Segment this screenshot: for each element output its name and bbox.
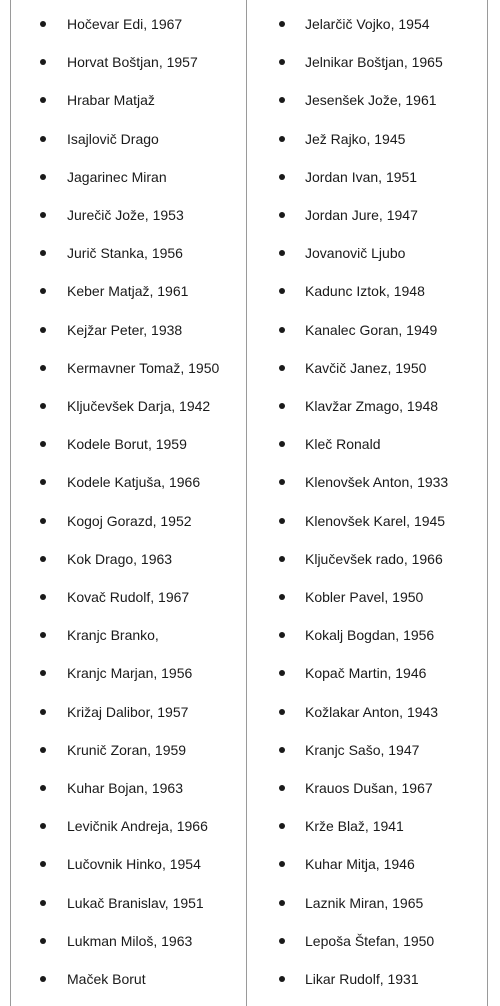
- list-item: [11, 434, 246, 454]
- bullet-icon: [279, 59, 285, 65]
- list-item: [247, 663, 487, 683]
- list-item-text: Kok Drago, 1963: [67, 550, 173, 567]
- list-item: [247, 702, 487, 722]
- bullet-icon: [279, 976, 285, 982]
- bullet-icon: [40, 441, 46, 447]
- bullet-icon: [40, 365, 46, 371]
- list-item-text: Levičnik Andreja, 1966: [67, 818, 208, 835]
- bullet-icon: [279, 632, 285, 638]
- bullet-icon: [40, 21, 46, 27]
- list-item: [247, 205, 487, 225]
- list-item: [247, 511, 487, 531]
- bullet-icon: [40, 709, 46, 715]
- list-item-text: Krauos Dušan, 1967: [305, 780, 433, 796]
- list-item: [247, 434, 487, 454]
- bullet-icon: [279, 250, 285, 256]
- bullet-icon: [40, 250, 46, 256]
- list-item: [247, 281, 487, 301]
- list-item: [11, 129, 246, 149]
- list-item: [247, 931, 487, 951]
- bullet-icon: [40, 785, 46, 791]
- bullet-icon: [40, 594, 46, 600]
- bullet-icon: [279, 938, 285, 944]
- list-item: [247, 167, 487, 187]
- name-list-table: [10, 0, 488, 1006]
- list-item: [11, 549, 246, 569]
- list-item: [11, 14, 246, 34]
- list-item-text: Klenovšek Anton, 1933: [305, 474, 449, 491]
- list-item: [247, 358, 487, 378]
- list-item: [247, 52, 487, 72]
- list-item: [11, 472, 246, 492]
- right-column: [247, 0, 487, 1006]
- list-item-text: Klenovšek Karel, 1945: [305, 512, 446, 529]
- bullet-icon: [40, 59, 46, 65]
- list-item-text: Jordan Ivan, 1951: [305, 168, 418, 185]
- list-item-text: Križaj Dalibor, 1957: [67, 703, 189, 720]
- list-item: [247, 396, 487, 416]
- list-item-text: Isajlovič Drago: [67, 130, 159, 147]
- list-item: [11, 90, 246, 110]
- list-item: [247, 549, 487, 569]
- list-item: [11, 205, 246, 225]
- bullet-icon: [279, 670, 285, 676]
- list-item-text: Krže Blaž, 1941: [305, 818, 404, 835]
- list-item: [11, 893, 246, 913]
- list-item-text: Kleč Ronald: [305, 436, 381, 453]
- list-item: [11, 854, 246, 874]
- list-item-text: Jesenšek Jože, 1961: [305, 92, 437, 109]
- list-item: [11, 52, 246, 72]
- list-item: [11, 281, 246, 301]
- bullet-icon: [40, 747, 46, 753]
- bullet-icon: [40, 670, 46, 676]
- bullet-icon: [279, 136, 285, 142]
- list-item: [11, 625, 246, 645]
- list-item: [247, 320, 487, 340]
- list-item-text: Kranjc Marjan, 1956: [67, 665, 193, 682]
- bullet-icon: [279, 441, 285, 447]
- list-item: [11, 358, 246, 378]
- bullet-icon: [279, 403, 285, 409]
- list-item: [11, 663, 246, 683]
- list-item-text: Jelarčič Vojko, 1954: [305, 16, 430, 32]
- list-item-text: Lepoša Štefan, 1950: [305, 932, 435, 949]
- bullet-icon: [279, 288, 285, 294]
- list-item: [11, 396, 246, 416]
- list-item-text: Jež Rajko, 1945: [305, 130, 406, 147]
- list-item: [247, 14, 487, 34]
- list-item-text: Laznik Miran, 1965: [305, 894, 424, 911]
- list-item-text: Jurič Stanka, 1956: [67, 245, 183, 262]
- bullet-icon: [40, 861, 46, 867]
- list-item: [247, 740, 487, 760]
- list-item-text: Ključevšek rado, 1966: [305, 550, 443, 567]
- bullet-icon: [279, 518, 285, 524]
- list-item-text: Krunič Zoran, 1959: [67, 741, 187, 758]
- list-item-text: Jagarinec Miran: [67, 168, 167, 185]
- list-item: [247, 587, 487, 607]
- list-item: [11, 816, 246, 836]
- bullet-icon: [279, 709, 285, 715]
- list-item-text: Hočevar Edi, 1967: [67, 16, 183, 32]
- bullet-icon: [40, 632, 46, 638]
- list-item-text: Maček Borut: [67, 971, 146, 987]
- bullet-icon: [40, 174, 46, 180]
- list-item: [11, 320, 246, 340]
- bullet-icon: [279, 97, 285, 103]
- bullet-icon: [279, 365, 285, 371]
- list-item-text: Kogoj Gorazd, 1952: [67, 512, 192, 529]
- bullet-icon: [40, 403, 46, 409]
- list-item: [247, 816, 487, 836]
- list-item: [11, 702, 246, 722]
- bullet-icon: [40, 136, 46, 142]
- list-item: [11, 740, 246, 760]
- list-item-text: Kranjc Sašo, 1947: [305, 741, 420, 758]
- bullet-icon: [279, 21, 285, 27]
- list-item-text: Kanalec Goran, 1949: [305, 321, 438, 338]
- list-item: [247, 472, 487, 492]
- list-item-text: Kejžar Peter, 1938: [67, 321, 183, 338]
- bullet-icon: [40, 327, 46, 333]
- list-item-text: Ključevšek Darja, 1942: [67, 398, 211, 414]
- list-item-text: Lukman Miloš, 1963: [67, 932, 193, 949]
- bullet-icon: [279, 900, 285, 906]
- bullet-icon: [279, 861, 285, 867]
- list-item-text: Kodele Katjuša, 1966: [67, 474, 201, 491]
- list-item: [11, 931, 246, 951]
- list-item: [11, 167, 246, 187]
- bullet-icon: [40, 518, 46, 524]
- list-item: [247, 625, 487, 645]
- list-item-text: Likar Rudolf, 1931: [305, 971, 419, 987]
- list-item: [247, 90, 487, 110]
- bullet-icon: [40, 823, 46, 829]
- list-item-text: Kermavner Tomaž, 1950: [67, 359, 220, 376]
- list-item-text: Lukač Branislav, 1951: [67, 894, 204, 911]
- bullet-icon: [40, 556, 46, 562]
- list-item: [247, 893, 487, 913]
- list-item-text: Kovač Rudolf, 1967: [67, 589, 190, 605]
- bullet-icon: [279, 594, 285, 600]
- list-item: [11, 587, 246, 607]
- bullet-icon: [40, 938, 46, 944]
- list-item-text: Jelnikar Boštjan, 1965: [305, 54, 443, 71]
- list-item-text: Kuhar Mitja, 1946: [305, 856, 415, 873]
- list-item-text: Klavžar Zmago, 1948: [305, 398, 439, 414]
- list-item: [247, 243, 487, 263]
- left-column: [11, 0, 247, 1006]
- bullet-icon: [40, 479, 46, 485]
- list-item: [11, 511, 246, 531]
- list-item-text: Kuhar Bojan, 1963: [67, 780, 183, 796]
- list-item: [11, 778, 246, 798]
- list-item-text: Kadunc Iztok, 1948: [305, 283, 425, 300]
- list-item: [11, 243, 246, 263]
- bullet-icon: [40, 212, 46, 218]
- bullet-icon: [279, 174, 285, 180]
- list-item: [247, 854, 487, 874]
- list-item-text: Horvat Boštjan, 1957: [67, 54, 198, 71]
- list-item-text: Kavčič Janez, 1950: [305, 359, 427, 376]
- list-item-text: Jovanovič Ljubo: [305, 245, 406, 262]
- list-item-text: Lučovnik Hinko, 1954: [67, 856, 201, 873]
- bullet-icon: [279, 556, 285, 562]
- list-item-text: Kopač Martin, 1946: [305, 665, 427, 682]
- bullet-icon: [279, 747, 285, 753]
- bullet-icon: [40, 900, 46, 906]
- bullet-icon: [40, 288, 46, 294]
- bullet-icon: [279, 327, 285, 333]
- list-item-text: Jurečič Jože, 1953: [67, 207, 184, 223]
- list-item: [11, 969, 246, 989]
- list-item-text: Hrabar Matjaž: [67, 92, 155, 109]
- list-item-text: Kranjc Branko,: [67, 627, 159, 644]
- bullet-icon: [40, 976, 46, 982]
- list-item-text: Kobler Pavel, 1950: [305, 589, 424, 605]
- list-item-text: Kodele Borut, 1959: [67, 436, 187, 453]
- bullet-icon: [279, 785, 285, 791]
- list-item-text: Kokalj Bogdan, 1956: [305, 627, 435, 644]
- list-item-text: Kožlakar Anton, 1943: [305, 703, 439, 720]
- list-item: [247, 778, 487, 798]
- list-item: [247, 129, 487, 149]
- bullet-icon: [279, 823, 285, 829]
- list-item-text: Jordan Jure, 1947: [305, 207, 418, 223]
- bullet-icon: [279, 212, 285, 218]
- list-item-text: Keber Matjaž, 1961: [67, 283, 189, 300]
- bullet-icon: [279, 479, 285, 485]
- bullet-icon: [40, 97, 46, 103]
- list-item: [247, 969, 487, 989]
